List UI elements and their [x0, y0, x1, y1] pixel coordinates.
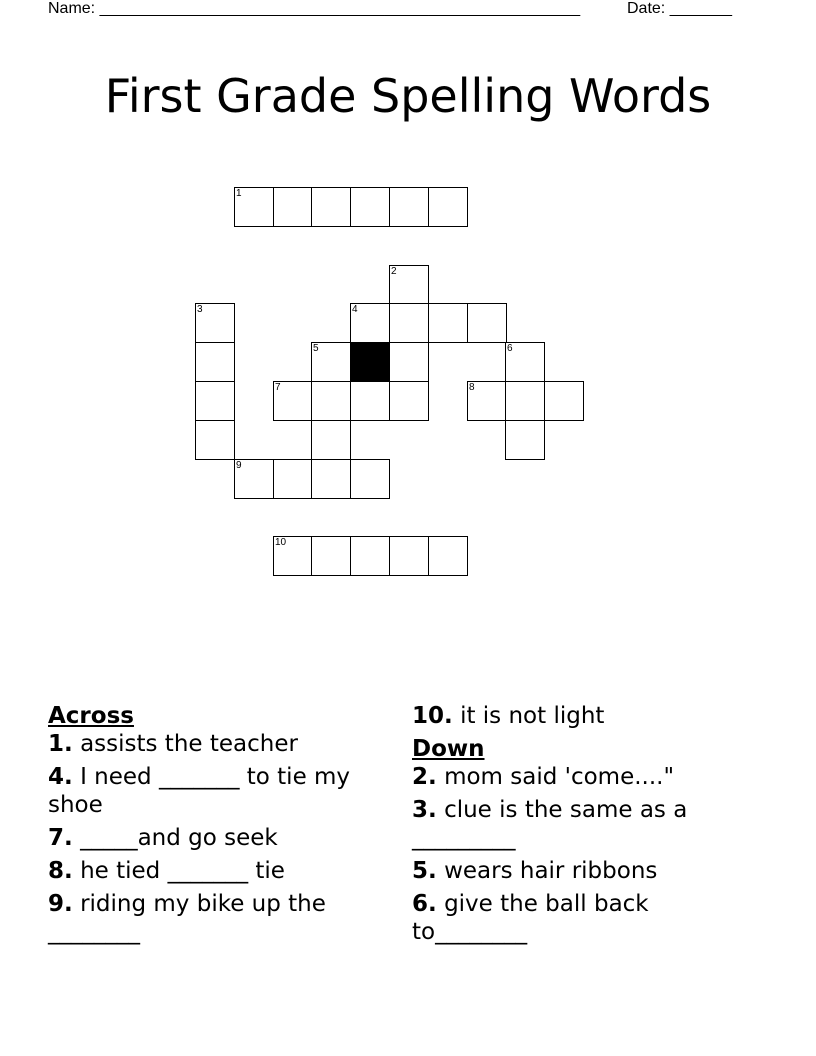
crossword-cell[interactable]	[273, 187, 313, 227]
clue-text: I need _______ to tie my shoe	[48, 764, 351, 818]
clue-column-right	[412, 702, 742, 951]
crossword-cell[interactable]	[311, 536, 351, 576]
cell-number: 7	[275, 382, 281, 393]
crossword-cell[interactable]	[195, 420, 235, 460]
crossword-cell[interactable]	[389, 303, 429, 343]
cell-number: 9	[236, 460, 242, 471]
crossword-cell[interactable]	[389, 381, 429, 421]
clue-number: 1.	[48, 731, 73, 757]
crossword-cell[interactable]	[311, 187, 351, 227]
clue-column-left	[48, 702, 368, 951]
name-field-label: Name: ______________________________________________________	[48, 0, 581, 17]
crossword-cell[interactable]	[544, 381, 584, 421]
crossword-cell[interactable]	[505, 381, 545, 421]
clue-across-1	[48, 730, 368, 758]
clue-down-5	[412, 857, 742, 885]
crossword-cell[interactable]	[273, 381, 313, 421]
clue-number: 3.	[412, 797, 437, 823]
clue-text: give the ball back to________	[412, 891, 649, 945]
crossword-cell[interactable]	[311, 342, 351, 382]
crossword-cell[interactable]	[350, 381, 390, 421]
clue-across-7	[48, 824, 368, 852]
crossword-cell[interactable]	[311, 381, 351, 421]
clue-number: 2.	[412, 764, 437, 790]
clue-text: mom said 'come...."	[444, 764, 675, 790]
clue-text: clue is the same as a _________	[412, 797, 688, 851]
clue-number: 8.	[48, 858, 73, 884]
crossword-block	[350, 342, 390, 382]
crossword-cell[interactable]	[195, 303, 235, 343]
cell-number: 2	[391, 266, 397, 277]
crossword-cell[interactable]	[428, 303, 468, 343]
clue-text: _____and go seek	[80, 825, 278, 851]
crossword-cell[interactable]	[195, 342, 235, 382]
crossword-cell[interactable]	[311, 420, 351, 460]
clue-number: 9.	[48, 891, 73, 917]
crossword-cell[interactable]	[389, 187, 429, 227]
clue-down-6	[412, 890, 742, 946]
crossword-cell[interactable]	[467, 303, 507, 343]
clue-across-8	[48, 857, 368, 885]
cell-number: 5	[313, 343, 319, 354]
clue-number: 10.	[412, 703, 453, 729]
clue-text: assists the teacher	[80, 731, 298, 757]
clue-text: he tied _______ tie	[80, 858, 285, 884]
date-field-label: Date: _______	[627, 0, 732, 17]
cell-number: 1	[236, 188, 242, 199]
crossword-cell[interactable]	[273, 536, 313, 576]
clue-text: riding my bike up the ________	[48, 891, 326, 945]
clue-across-10	[412, 702, 742, 730]
crossword-cell[interactable]	[389, 536, 429, 576]
crossword-cell[interactable]	[389, 342, 429, 382]
clue-number: 6.	[412, 891, 437, 917]
crossword-cell[interactable]	[389, 265, 429, 305]
crossword-cell[interactable]	[350, 459, 390, 499]
clue-across-4	[48, 763, 368, 819]
clue-down-2	[412, 763, 742, 791]
crossword-cell[interactable]	[350, 187, 390, 227]
crossword-cell[interactable]	[273, 459, 313, 499]
crossword-cell[interactable]	[505, 342, 545, 382]
cell-number: 6	[507, 343, 513, 354]
clue-down-3	[412, 796, 742, 852]
crossword-cell[interactable]	[428, 536, 468, 576]
clue-number: 7.	[48, 825, 73, 851]
crossword-cell[interactable]	[428, 187, 468, 227]
cell-number: 4	[352, 304, 358, 315]
cell-number: 8	[469, 382, 475, 393]
page-title: First Grade Spelling Words	[104, 68, 712, 123]
crossword-cell[interactable]	[195, 381, 235, 421]
crossword-cell[interactable]	[234, 459, 274, 499]
cell-number: 3	[197, 304, 203, 315]
clue-text: it is not light	[460, 703, 605, 729]
down-heading: Down	[412, 736, 485, 762]
clue-number: 4.	[48, 764, 73, 790]
crossword-cell[interactable]	[505, 420, 545, 460]
crossword-cell[interactable]	[350, 536, 390, 576]
crossword-cell[interactable]	[350, 303, 390, 343]
crossword-cell[interactable]	[311, 459, 351, 499]
across-heading: Across	[48, 703, 134, 729]
clue-number: 5.	[412, 858, 437, 884]
crossword-cell[interactable]	[234, 187, 274, 227]
clue-across-9	[48, 890, 368, 946]
clue-text: wears hair ribbons	[444, 858, 658, 884]
cell-number: 10	[275, 537, 287, 548]
crossword-cell[interactable]	[467, 381, 507, 421]
